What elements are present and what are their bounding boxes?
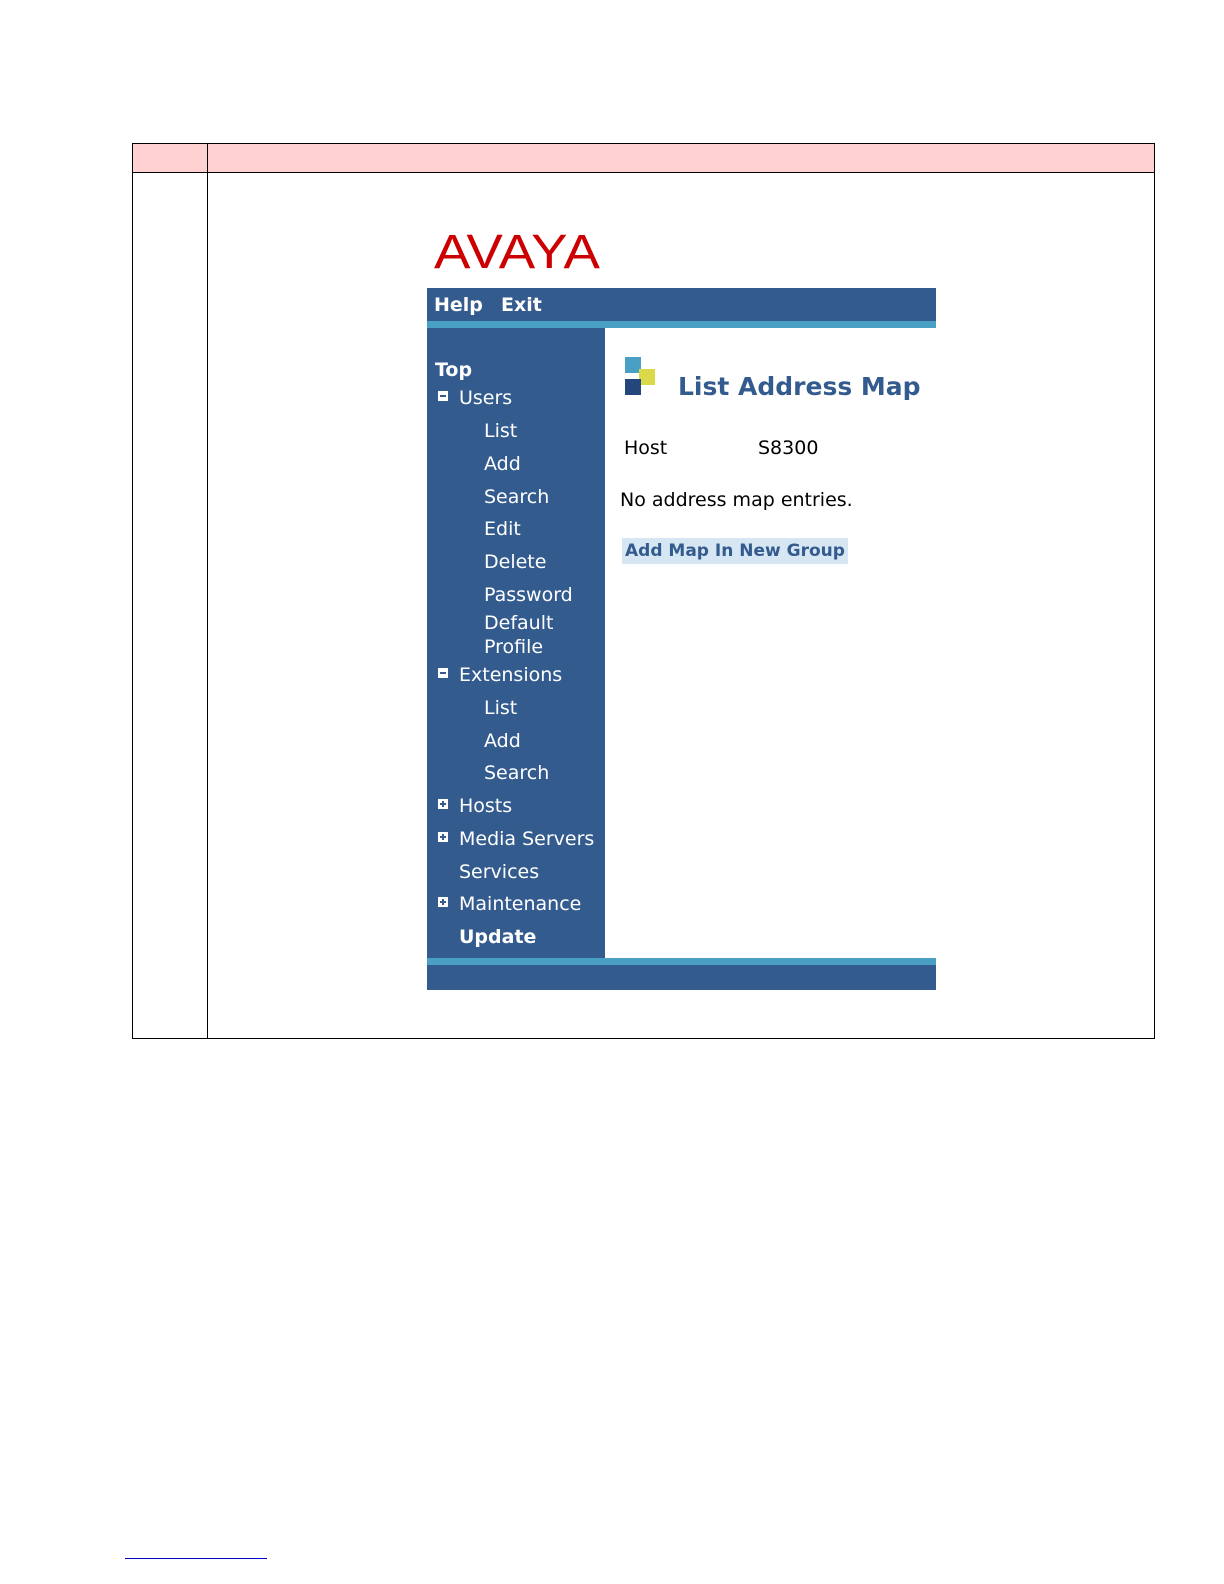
nav-extensions-search[interactable]: Search xyxy=(484,762,550,784)
nav-services[interactable]: Services xyxy=(459,861,540,883)
nav-extensions[interactable]: Extensions xyxy=(459,664,563,686)
expand-icon[interactable] xyxy=(438,832,448,842)
nav-users-default-profile[interactable] xyxy=(484,611,553,659)
column-divider xyxy=(207,144,208,1038)
nav-hosts[interactable]: Hosts xyxy=(459,795,513,817)
add-map-button[interactable]: Add Map In New Group xyxy=(622,538,848,564)
empty-message: No address map entries. xyxy=(620,489,853,511)
footer-link-underline xyxy=(125,1558,267,1559)
bottom-bar xyxy=(427,965,936,990)
nav-extensions-add[interactable]: Add xyxy=(484,730,521,752)
host-value: S8300 xyxy=(758,437,819,459)
table-header-row xyxy=(133,144,1154,173)
help-link[interactable]: Help xyxy=(434,294,483,316)
expand-icon[interactable] xyxy=(438,897,448,907)
sidebar-nav xyxy=(427,328,605,958)
default-profile-line2: Profile xyxy=(484,636,544,658)
nav-top[interactable]: Top xyxy=(435,359,473,381)
nav-users-edit[interactable]: Edit xyxy=(484,518,521,540)
page-title: List Address Map xyxy=(678,372,921,401)
nav-media-servers[interactable]: Media Servers xyxy=(459,828,595,850)
nav-users-password[interactable]: Password xyxy=(484,584,573,606)
host-label: Host xyxy=(624,437,668,459)
nav-users[interactable]: Users xyxy=(459,387,513,409)
expand-icon[interactable] xyxy=(438,799,448,809)
svg-text:AVAYA: AVAYA xyxy=(434,226,600,279)
nav-users-list[interactable]: List xyxy=(484,420,518,442)
top-stripe xyxy=(427,321,936,328)
avaya-logo xyxy=(434,226,604,282)
exit-link[interactable]: Exit xyxy=(501,294,542,316)
app-window xyxy=(427,288,936,990)
nav-users-search[interactable]: Search xyxy=(484,486,550,508)
default-profile-line1: Default xyxy=(484,612,554,634)
bottom-stripe xyxy=(427,958,936,965)
nav-users-add[interactable]: Add xyxy=(484,453,521,475)
collapse-icon[interactable] xyxy=(438,668,448,678)
collapse-icon[interactable] xyxy=(438,391,448,401)
nav-maintenance[interactable]: Maintenance xyxy=(459,893,582,915)
nav-extensions-list[interactable]: List xyxy=(484,697,518,719)
nav-update[interactable]: Update xyxy=(459,926,537,948)
page-squares-icon xyxy=(624,356,660,398)
top-menu-bar xyxy=(427,288,936,321)
nav-users-delete[interactable]: Delete xyxy=(484,551,547,573)
